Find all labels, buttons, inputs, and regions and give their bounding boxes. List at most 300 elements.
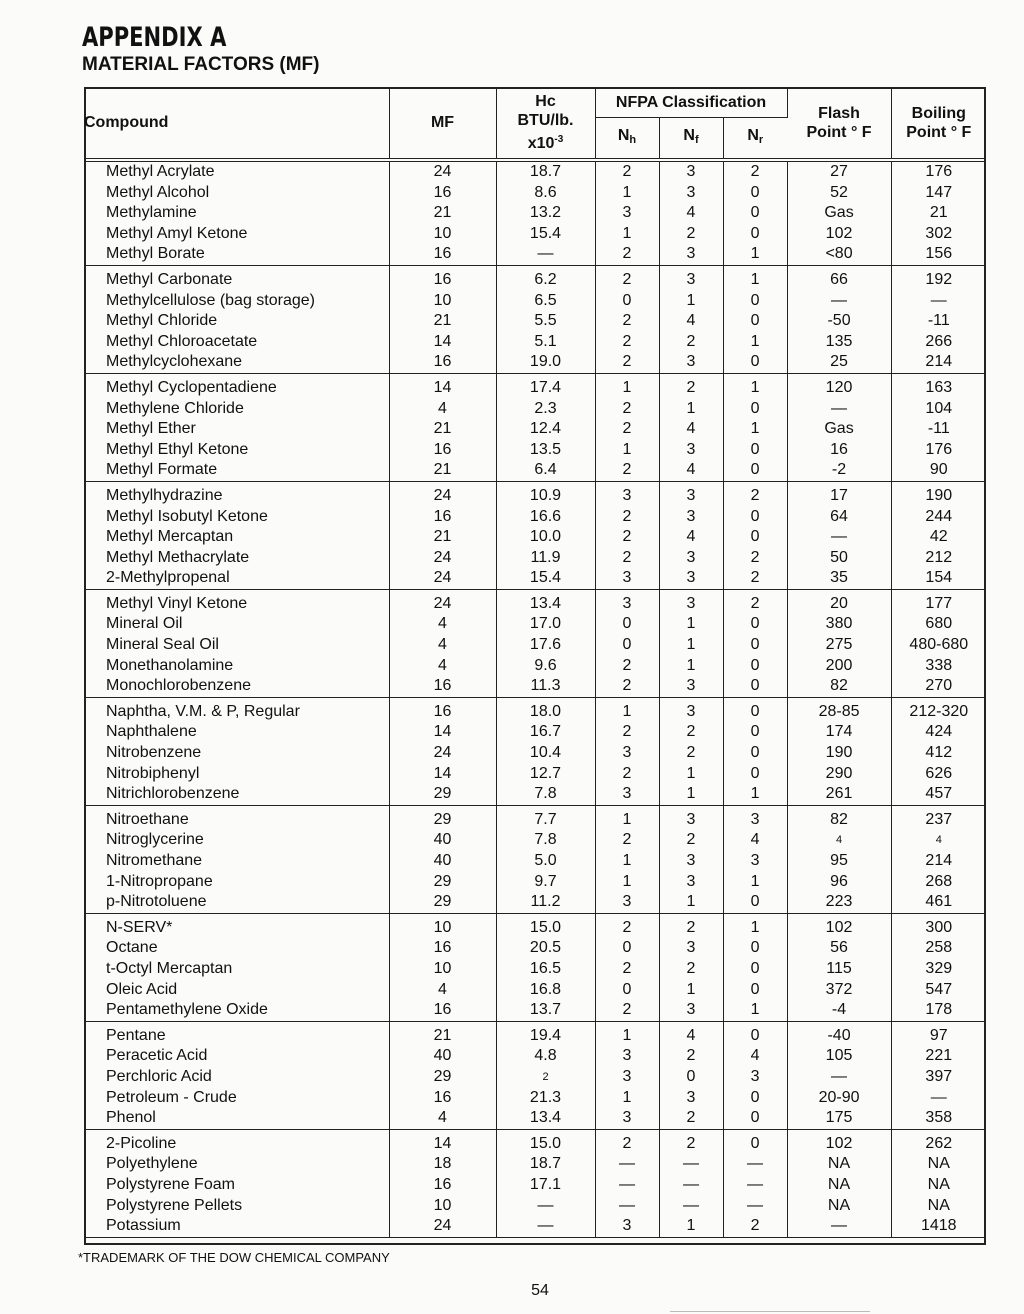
cell-nr: 0 bbox=[723, 697, 787, 722]
cell-nf: 4 bbox=[659, 1021, 723, 1046]
table-row bbox=[84, 481, 986, 506]
cell-nf: 2 bbox=[659, 1046, 723, 1067]
cell-nh: 2 bbox=[595, 507, 659, 528]
cell-mf: 10 bbox=[389, 224, 496, 245]
cell-flash: 82 bbox=[787, 805, 891, 830]
cell-compound: Methyl Mercaptan bbox=[84, 527, 389, 548]
table-row bbox=[84, 830, 986, 851]
cell-compound: Mineral Oil bbox=[84, 614, 389, 635]
cell-boiling: NA bbox=[927, 1196, 950, 1214]
cell-compound: Methylene Chloride bbox=[84, 399, 389, 420]
cell-flash: 52 bbox=[787, 183, 891, 204]
table-row bbox=[84, 527, 986, 548]
cell-boiling: 244 bbox=[925, 507, 953, 525]
cell-flash: 102 bbox=[787, 224, 891, 245]
cell-boiling: 457 bbox=[891, 784, 986, 805]
header-hc-line1: Hc bbox=[535, 93, 556, 110]
cell-mf: 16 bbox=[389, 352, 496, 373]
cell-compound: Nitrobiphenyl bbox=[84, 764, 389, 785]
cell-compound: Nitromethane bbox=[84, 851, 389, 872]
cell-nr: 1 bbox=[723, 419, 787, 440]
cell-nr: 1 bbox=[723, 913, 787, 938]
cell-flash: — bbox=[787, 399, 891, 420]
cell-nh: 2 bbox=[595, 311, 659, 332]
cell-hc: — bbox=[496, 1216, 595, 1237]
cell-mf: 16 bbox=[389, 507, 496, 528]
cell-hc: 11.9 bbox=[496, 548, 595, 569]
cell-nr: 1 bbox=[723, 1000, 787, 1021]
header-flash-line1: Flash bbox=[818, 104, 860, 122]
cell-boiling: 424 bbox=[925, 723, 953, 741]
cell-nr: 0 bbox=[723, 291, 787, 312]
cell-boiling: 329 bbox=[925, 959, 953, 977]
cell-flash: 25 bbox=[787, 352, 891, 373]
cell-boiling: 397 bbox=[925, 1067, 953, 1085]
cell-boiling: 163 bbox=[925, 378, 953, 396]
cell-nh: 2 bbox=[595, 676, 659, 697]
cell-nf: 3 bbox=[659, 568, 723, 589]
header-boiling-point bbox=[891, 87, 986, 160]
cell-hc: 7.7 bbox=[496, 805, 595, 830]
cell-mf: 14 bbox=[389, 722, 496, 743]
cell-nr: 0 bbox=[723, 656, 787, 677]
cell-hc: 5.1 bbox=[496, 332, 595, 353]
table-row bbox=[84, 1088, 986, 1109]
cell-nr: 0 bbox=[723, 460, 787, 481]
cell-nr: 0 bbox=[723, 614, 787, 635]
cell-boiling: 97 bbox=[929, 1026, 948, 1044]
cell-hc: — bbox=[496, 1196, 595, 1217]
header-mf: MF bbox=[389, 87, 496, 160]
cell-hc: 17.0 bbox=[496, 614, 595, 635]
header-nr bbox=[723, 118, 787, 161]
cell-nh: 1 bbox=[595, 373, 659, 398]
cell-mf: 16 bbox=[389, 1000, 496, 1021]
table-row bbox=[84, 764, 986, 785]
cell-nh: 2 bbox=[595, 764, 659, 785]
cell-nf: 3 bbox=[659, 548, 723, 569]
cell-compound: Potassium bbox=[84, 1216, 389, 1237]
cell-nh: 2 bbox=[595, 265, 659, 290]
appendix-title: APPENDIX A bbox=[82, 22, 227, 53]
cell-boiling: 90 bbox=[891, 460, 986, 481]
table-row bbox=[84, 1216, 986, 1237]
header-hc-line3 bbox=[497, 130, 595, 153]
cell-compound: Peracetic Acid bbox=[84, 1046, 389, 1067]
cell-flash: 275 bbox=[787, 635, 891, 656]
cell-flash: — bbox=[787, 1067, 891, 1088]
cell-hc: 10.4 bbox=[496, 743, 595, 764]
cell-nr: 1 bbox=[723, 244, 787, 265]
cell-mf: 18 bbox=[389, 1154, 496, 1175]
cell-hc: 9.7 bbox=[496, 872, 595, 893]
cell-compound: Methylamine bbox=[84, 203, 389, 224]
table-row bbox=[84, 183, 986, 204]
cell-nr: 1 bbox=[723, 332, 787, 353]
cell-nh: 1 bbox=[595, 183, 659, 204]
cell-compound: 1-Nitropropane bbox=[84, 872, 389, 893]
cell-boiling: 178 bbox=[891, 1000, 986, 1021]
cell-compound: Naphtha, V.M. & P, Regular bbox=[84, 697, 389, 722]
cell-nr: 0 bbox=[723, 203, 787, 224]
cell-compound: t-Octyl Mercaptan bbox=[84, 959, 389, 980]
table-row bbox=[84, 872, 986, 893]
cell-mf: 16 bbox=[389, 938, 496, 959]
cell-nh: 1 bbox=[595, 224, 659, 245]
cell-boiling: 268 bbox=[925, 872, 953, 890]
cell-nr: 0 bbox=[723, 722, 787, 743]
cell-nf: — bbox=[659, 1196, 723, 1217]
cell-nh: — bbox=[595, 1196, 659, 1217]
cell-compound: Methyl Chloroacetate bbox=[84, 332, 389, 353]
cell-nh: 0 bbox=[595, 635, 659, 656]
cell-boiling: 190 bbox=[925, 486, 953, 504]
cell-nh: 2 bbox=[595, 527, 659, 548]
cell-mf: 4 bbox=[389, 635, 496, 656]
cell-mf: 29 bbox=[389, 784, 496, 805]
header-nf-sub: f bbox=[694, 134, 699, 146]
cell-nh: 3 bbox=[595, 481, 659, 506]
cell-nh: 3 bbox=[595, 1216, 659, 1237]
cell-mf: 29 bbox=[389, 892, 496, 913]
cell-flash: 17 bbox=[787, 481, 891, 506]
cell-mf: 16 bbox=[389, 697, 496, 722]
cell-compound: Methyl Formate bbox=[84, 460, 389, 481]
cell-nh: 2 bbox=[595, 548, 659, 569]
table-row bbox=[84, 399, 986, 420]
cell-nr: — bbox=[723, 1196, 787, 1217]
cell-compound: Nitrichlorobenzene bbox=[84, 784, 389, 805]
cell-nh: 2 bbox=[595, 160, 659, 183]
cell-nr: 0 bbox=[723, 676, 787, 697]
cell-compound: Methylcellulose (bag storage) bbox=[84, 291, 389, 312]
cell-mf: 24 bbox=[389, 568, 496, 589]
cell-nf: 1 bbox=[659, 980, 723, 1001]
cell-boiling: 212 bbox=[925, 548, 953, 566]
cell-compound: Methyl Acrylate bbox=[84, 160, 389, 183]
cell-nh: 1 bbox=[595, 440, 659, 461]
cell-nf: 1 bbox=[659, 635, 723, 656]
cell-flash: 290 bbox=[787, 764, 891, 785]
cell-nf: 2 bbox=[659, 722, 723, 743]
cell-flash: 28-85 bbox=[787, 697, 891, 722]
cell-compound: Oleic Acid bbox=[84, 980, 389, 1001]
cell-mf: 14 bbox=[389, 373, 496, 398]
cell-flash: Gas bbox=[787, 419, 891, 440]
cell-hc: 16.5 bbox=[496, 959, 595, 980]
table-row bbox=[84, 291, 986, 312]
cell-nf: 4 bbox=[659, 460, 723, 481]
cell-nr: 0 bbox=[723, 980, 787, 1001]
cell-nr: 0 bbox=[723, 399, 787, 420]
cell-mf: 4 bbox=[389, 399, 496, 420]
cell-mf: 14 bbox=[389, 332, 496, 353]
table-row bbox=[84, 568, 986, 589]
cell-nh: 1 bbox=[595, 1088, 659, 1109]
cell-boiling: 212-320 bbox=[909, 702, 969, 720]
cell-flash: 261 bbox=[787, 784, 891, 805]
cell-compound: Phenol bbox=[84, 1108, 389, 1129]
table-body bbox=[84, 160, 986, 1237]
cell-hc: 18.7 bbox=[496, 160, 595, 183]
cell-nf: 3 bbox=[659, 481, 723, 506]
cell-compound: Methyl Borate bbox=[84, 244, 389, 265]
cell-nh: 2 bbox=[595, 460, 659, 481]
cell-nr: 0 bbox=[723, 743, 787, 764]
cell-nh: 1 bbox=[595, 1021, 659, 1046]
cell-compound: Methyl Amyl Ketone bbox=[84, 224, 389, 245]
cell-boiling: — bbox=[930, 1088, 947, 1106]
cell-compound: 2-Picoline bbox=[84, 1129, 389, 1154]
header-boiling-line1: Boiling bbox=[911, 104, 966, 122]
cell-nr: 0 bbox=[723, 635, 787, 656]
cell-nf: 1 bbox=[659, 656, 723, 677]
cell-hc: 15.0 bbox=[496, 913, 595, 938]
cell-flash: <80 bbox=[787, 244, 891, 265]
cell-nf: 1 bbox=[659, 1216, 723, 1237]
cell-compound: Monochlorobenzene bbox=[84, 676, 389, 697]
cell-flash: 190 bbox=[787, 743, 891, 764]
cell-compound: Methyl Vinyl Ketone bbox=[84, 589, 389, 614]
cell-hc: 9.6 bbox=[496, 656, 595, 677]
cell-nf: 3 bbox=[659, 676, 723, 697]
cell-hc: 19.4 bbox=[496, 1021, 595, 1046]
cell-nh: 3 bbox=[595, 1046, 659, 1067]
cell-hc: 18.7 bbox=[496, 1154, 595, 1175]
cell-nr: 0 bbox=[723, 1021, 787, 1046]
cell-flash: -2 bbox=[787, 460, 891, 481]
cell-nr: 0 bbox=[723, 959, 787, 980]
cell-mf: 4 bbox=[389, 656, 496, 677]
cell-hc: 17.6 bbox=[496, 635, 595, 656]
cell-mf: 10 bbox=[389, 1196, 496, 1217]
cell-nf: 3 bbox=[659, 1000, 723, 1021]
cell-mf: 21 bbox=[389, 311, 496, 332]
cell-nf: 1 bbox=[659, 764, 723, 785]
cell-boiling: 547 bbox=[925, 980, 953, 998]
cell-compound: Polystyrene Foam bbox=[84, 1175, 389, 1196]
cell-boiling: 300 bbox=[925, 918, 953, 936]
cell-hc: 15.4 bbox=[496, 568, 595, 589]
table-row bbox=[84, 373, 986, 398]
table-row bbox=[84, 311, 986, 332]
cell-hc: 12.4 bbox=[496, 419, 595, 440]
cell-compound: Methyl Ether bbox=[84, 419, 389, 440]
cell-flash: 56 bbox=[787, 938, 891, 959]
cell-flash: 66 bbox=[787, 265, 891, 290]
cell-nh: 2 bbox=[595, 913, 659, 938]
cell-mf: 29 bbox=[389, 1067, 496, 1088]
cell-nh: 2 bbox=[595, 722, 659, 743]
cell-compound: Nitroethane bbox=[84, 805, 389, 830]
cell-compound: Methyl Alcohol bbox=[84, 183, 389, 204]
cell-nh: 0 bbox=[595, 980, 659, 1001]
table-row bbox=[84, 332, 986, 353]
table-row bbox=[84, 460, 986, 481]
cell-hc: 13.4 bbox=[496, 1108, 595, 1129]
table-row bbox=[84, 244, 986, 265]
cell-nh: 2 bbox=[595, 332, 659, 353]
cell-nf: 3 bbox=[659, 697, 723, 722]
header-nh bbox=[595, 118, 659, 161]
cell-hc: 7.8 bbox=[496, 830, 595, 851]
cell-flash: 174 bbox=[787, 722, 891, 743]
cell-nr: 3 bbox=[723, 1067, 787, 1088]
cell-mf: 14 bbox=[389, 1129, 496, 1154]
cell-flash: — bbox=[787, 1216, 891, 1237]
cell-hc: 13.5 bbox=[496, 440, 595, 461]
cell-nh: 3 bbox=[595, 1067, 659, 1088]
cell-boiling: 266 bbox=[925, 332, 953, 350]
table-row bbox=[84, 980, 986, 1001]
cell-nh: 3 bbox=[595, 784, 659, 805]
cell-boiling: 680 bbox=[925, 615, 953, 633]
cell-nf: 3 bbox=[659, 872, 723, 893]
cell-flash: -40 bbox=[787, 1021, 891, 1046]
cell-nh: — bbox=[595, 1175, 659, 1196]
cell-nf: 3 bbox=[659, 805, 723, 830]
page-rule bbox=[670, 1311, 870, 1312]
cell-boiling: 1418 bbox=[891, 1216, 986, 1237]
cell-nh: 1 bbox=[595, 851, 659, 872]
cell-nf: 3 bbox=[659, 160, 723, 183]
cell-nf: 2 bbox=[659, 373, 723, 398]
cell-nh: 2 bbox=[595, 352, 659, 373]
cell-flash: 64 bbox=[787, 507, 891, 528]
section-subtitle: MATERIAL FACTORS (MF) bbox=[82, 54, 320, 75]
cell-nr: 0 bbox=[723, 507, 787, 528]
cell-compound: Methyl Chloride bbox=[84, 311, 389, 332]
cell-nr: 0 bbox=[723, 764, 787, 785]
cell-hc: 18.0 bbox=[496, 697, 595, 722]
cell-mf: 4 bbox=[389, 1108, 496, 1129]
cell-flash: 16 bbox=[787, 440, 891, 461]
cell-nh: 2 bbox=[595, 1000, 659, 1021]
cell-nr: — bbox=[723, 1175, 787, 1196]
cell-nr: 0 bbox=[723, 1108, 787, 1129]
cell-nf: 3 bbox=[659, 244, 723, 265]
cell-compound: Polystyrene Pellets bbox=[84, 1196, 389, 1217]
cell-mf: 40 bbox=[389, 1046, 496, 1067]
cell-nh: 1 bbox=[595, 697, 659, 722]
cell-mf: 24 bbox=[389, 589, 496, 614]
header-hc-exponent: -3 bbox=[554, 134, 564, 145]
cell-nf: 2 bbox=[659, 1129, 723, 1154]
table-row bbox=[84, 1046, 986, 1067]
cell-nh: — bbox=[595, 1154, 659, 1175]
cell-flash: 135 bbox=[787, 332, 891, 353]
cell-boiling: -11 bbox=[927, 312, 950, 330]
cell-flash: 372 bbox=[787, 980, 891, 1001]
cell-nh: 2 bbox=[595, 419, 659, 440]
cell-flash: 35 bbox=[787, 568, 891, 589]
cell-compound: Methylhydrazine bbox=[84, 481, 389, 506]
cell-nh: 1 bbox=[595, 872, 659, 893]
table-row bbox=[84, 697, 986, 722]
cell-boiling: 302 bbox=[925, 224, 953, 242]
cell-mf: 16 bbox=[389, 183, 496, 204]
cell-nr: 1 bbox=[723, 872, 787, 893]
cell-mf: 16 bbox=[389, 244, 496, 265]
cell-boiling: NA bbox=[927, 1175, 950, 1193]
header-flash-point bbox=[787, 87, 891, 160]
cell-boiling: 214 bbox=[891, 352, 986, 373]
cell-nf: 2 bbox=[659, 224, 723, 245]
table-row bbox=[84, 635, 986, 656]
cell-nh: 2 bbox=[595, 399, 659, 420]
cell-nf: 3 bbox=[659, 589, 723, 614]
table-row bbox=[84, 419, 986, 440]
cell-flash: 20-90 bbox=[787, 1088, 891, 1109]
cell-hc: 2 bbox=[496, 1067, 595, 1088]
table-row bbox=[84, 440, 986, 461]
cell-boiling: 270 bbox=[891, 676, 986, 697]
cell-mf: 16 bbox=[389, 265, 496, 290]
cell-compound: 2-Methylpropenal bbox=[84, 568, 389, 589]
table-row bbox=[84, 1129, 986, 1154]
cell-nh: 3 bbox=[595, 589, 659, 614]
cell-compound: Naphthalene bbox=[84, 722, 389, 743]
cell-nh: 3 bbox=[595, 568, 659, 589]
cell-nr: 2 bbox=[723, 568, 787, 589]
cell-nh: 2 bbox=[595, 1129, 659, 1154]
cell-nr: 0 bbox=[723, 352, 787, 373]
header-hc-multiplier: x10 bbox=[527, 135, 555, 152]
cell-hc: 19.0 bbox=[496, 352, 595, 373]
table-row bbox=[84, 851, 986, 872]
cell-boiling: 42 bbox=[929, 528, 948, 546]
cell-hc: 12.7 bbox=[496, 764, 595, 785]
table-row bbox=[84, 743, 986, 764]
cell-mf: 21 bbox=[389, 1021, 496, 1046]
cell-flash: 4 bbox=[787, 830, 891, 851]
cell-boiling: 221 bbox=[925, 1047, 953, 1065]
cell-mf: 24 bbox=[389, 1216, 496, 1237]
cell-flash: 105 bbox=[787, 1046, 891, 1067]
table-row bbox=[84, 722, 986, 743]
table-row bbox=[84, 938, 986, 959]
cell-hc: 11.2 bbox=[496, 892, 595, 913]
cell-flash: 82 bbox=[787, 676, 891, 697]
cell-hc: 6.5 bbox=[496, 291, 595, 312]
cell-compound: Mineral Seal Oil bbox=[84, 635, 389, 656]
cell-boiling: 176 bbox=[925, 440, 953, 458]
cell-nr: 2 bbox=[723, 548, 787, 569]
cell-nr: 1 bbox=[723, 265, 787, 290]
table-row bbox=[84, 352, 986, 373]
cell-nr: 3 bbox=[723, 851, 787, 872]
cell-compound: Perchloric Acid bbox=[84, 1067, 389, 1088]
cell-mf: 10 bbox=[389, 913, 496, 938]
table-row bbox=[84, 1175, 986, 1196]
table-row bbox=[84, 589, 986, 614]
cell-hc: 16.7 bbox=[496, 722, 595, 743]
cell-nf: 3 bbox=[659, 851, 723, 872]
page-number: 54 bbox=[531, 1282, 549, 1299]
cell-flash: 223 bbox=[787, 892, 891, 913]
table-row bbox=[84, 1154, 986, 1175]
cell-nf: 0 bbox=[659, 1067, 723, 1088]
cell-nr: 0 bbox=[723, 224, 787, 245]
cell-mf: 21 bbox=[389, 203, 496, 224]
cell-compound: Methylcyclohexane bbox=[84, 352, 389, 373]
cell-compound: Methyl Carbonate bbox=[84, 265, 389, 290]
cell-compound: N-SERV* bbox=[84, 913, 389, 938]
cell-boiling: 262 bbox=[925, 1134, 953, 1152]
cell-mf: 24 bbox=[389, 160, 496, 183]
cell-nf: 4 bbox=[659, 311, 723, 332]
cell-hc: 13.2 bbox=[496, 203, 595, 224]
